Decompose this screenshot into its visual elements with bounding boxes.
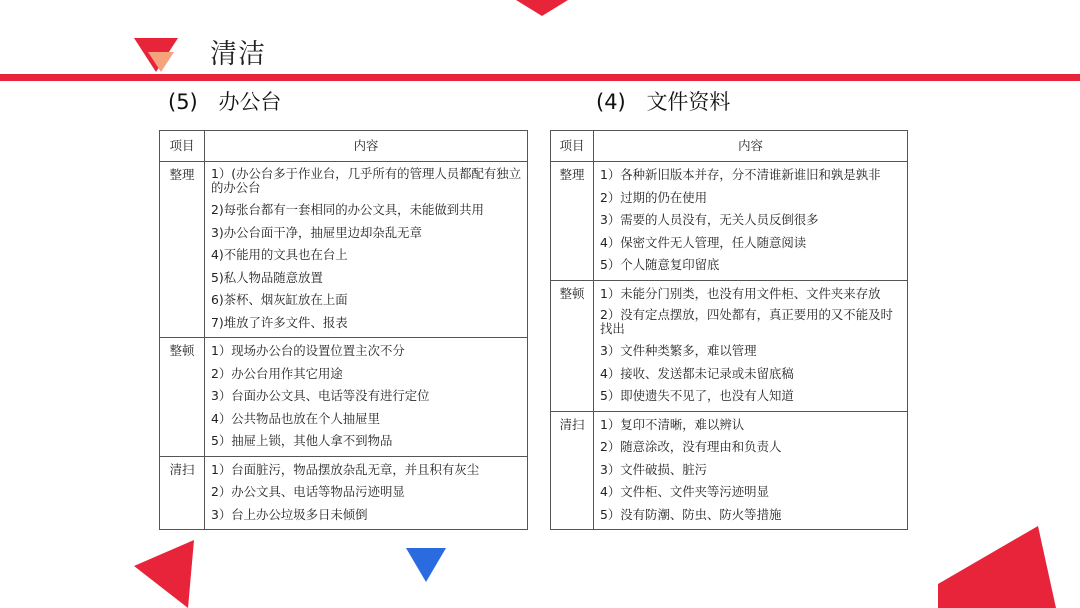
items-cell <box>205 162 528 338</box>
list-item: 3）文件破损、脏污 <box>600 461 708 477</box>
list-item: 5）个人随意复印留底 <box>600 257 720 272</box>
table-row <box>551 280 908 411</box>
list-item: 3）台面办公文具、电话等没有进行定位 <box>211 388 430 403</box>
left-table-desk <box>159 130 528 530</box>
category-cell: 整理 <box>551 162 594 281</box>
table-row <box>551 411 908 530</box>
left-section-title: 办公台 <box>218 90 282 114</box>
right-section-title: 文件资料 <box>646 90 731 114</box>
list-item: 2）办公文具、电话等物品污迹明显 <box>211 484 405 499</box>
list-item: 7)堆放了许多文件、报表 <box>211 314 348 330</box>
list-item: 3）需要的人员没有，无关人员反倒很多 <box>600 212 819 227</box>
right-section-heading <box>596 86 730 116</box>
list-item: 2)每张台都有一套相同的办公文具，未能做到共用 <box>211 202 484 217</box>
list-item: 5）抽屉上锁，其他人拿不到物品 <box>211 433 393 448</box>
list-item: 4）保密文件无人管理，任人随意阅读 <box>600 234 807 250</box>
table-row <box>160 338 528 457</box>
list-item: 2）随意涂改，没有理由和负责人 <box>600 439 782 454</box>
bottom-blue-triangle <box>406 548 448 584</box>
list-item: 5）没有防潮、防虫、防火等措施 <box>600 506 782 522</box>
category-cell: 整顿 <box>160 338 205 457</box>
items-cell <box>205 456 528 530</box>
category-cell: 整理 <box>160 162 205 338</box>
top-red-triangle <box>516 0 568 16</box>
title-triangle-icon <box>134 38 182 78</box>
bottom-right-red-triangle <box>938 522 1080 608</box>
list-item: 4）接收、发送都未记录或未留底稿 <box>600 365 794 381</box>
list-item: 3)办公台面干净，抽屉里边却杂乱无章 <box>211 224 422 240</box>
bottom-left-red-triangle <box>130 540 200 608</box>
header-item: 项目 <box>160 131 205 162</box>
items-cell <box>205 338 528 457</box>
category-cell: 整顿 <box>551 280 594 411</box>
list-item: 3）文件种类繁多，难以管理 <box>600 343 757 358</box>
items-cell <box>594 162 908 281</box>
list-item: 3）台上办公垃圾多日未倾倒 <box>211 506 368 522</box>
list-item: 5)私人物品随意放置 <box>211 269 323 285</box>
table-row <box>551 162 908 281</box>
items-cell <box>594 411 908 530</box>
header-content: 内容 <box>205 131 528 162</box>
list-item: 1）现场办公台的设置位置主次不分 <box>211 343 405 358</box>
right-table-documents <box>550 130 908 530</box>
table-row <box>160 162 528 338</box>
header-item: 项目 <box>551 131 594 162</box>
list-item: 1）复印不清晰，难以辨认 <box>600 416 745 432</box>
list-item: 4）公共物品也放在个人抽屉里 <box>211 410 380 426</box>
list-item: 2）过期的仍在使用 <box>600 189 708 205</box>
table-row <box>160 456 528 530</box>
title-underline-bar <box>0 74 1080 81</box>
header-content: 内容 <box>594 131 908 162</box>
list-item: 1）(办公台多于作业台，几乎所有的管理人员都配有独立的办公台 <box>211 166 522 195</box>
slide-title: 清洁 <box>210 39 266 70</box>
list-item: 2）没有定点摆放，四处都有，真正要用的又不能及时找出 <box>600 307 893 336</box>
list-item: 1）各种新旧版本并存，分不清谁新谁旧和孰是孰非 <box>600 167 881 182</box>
table-header-row <box>160 131 528 162</box>
category-cell: 清扫 <box>160 456 205 530</box>
left-section-number: (5) <box>168 90 198 114</box>
list-item: 1）台面脏污，物品摆放杂乱无章，并且积有灰尘 <box>211 461 480 477</box>
list-item: 4）文件柜、文件夹等污迹明显 <box>600 484 769 499</box>
list-item: 5）即使遗失不见了，也没有人知道 <box>600 388 794 403</box>
list-item: 2）办公台用作其它用途 <box>211 365 343 381</box>
table-header-row <box>551 131 908 162</box>
category-cell: 清扫 <box>551 411 594 530</box>
list-item: 6)茶杯、烟灰缸放在上面 <box>211 292 348 307</box>
list-item: 1）未能分门别类，也没有用文件柜、文件夹来存放 <box>600 285 881 301</box>
list-item: 4)不能用的文具也在台上 <box>211 247 348 262</box>
items-cell <box>594 280 908 411</box>
left-section-heading <box>168 86 281 116</box>
right-section-number: (4) <box>596 90 626 114</box>
